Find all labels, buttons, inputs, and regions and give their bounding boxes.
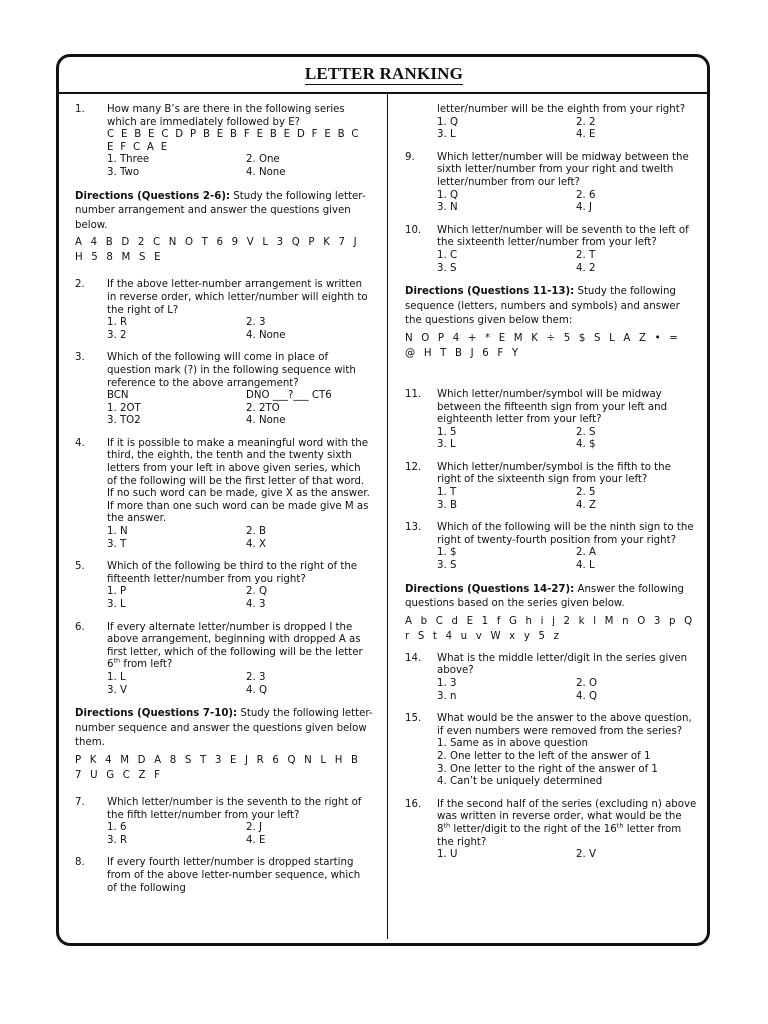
question-7 [75, 797, 373, 847]
arrangement-sequence: P K 4 M D A 8 S T 3 E J R 6 Q N L H B 7 U G C Z F [75, 754, 361, 781]
option: 1. 3 [437, 678, 457, 689]
question-number: 5. [75, 561, 85, 573]
question-text: Which letter/number/symbol will be midway between the fifteenth sign from your left and eighteenth letter from your left? [437, 388, 668, 426]
directions-heading: Directions (Questions 11-13): [405, 286, 575, 298]
question-text: If every fourth letter/number is dropped starting from of the above letter-number sequence, which of the following [107, 857, 361, 894]
directions-heading: Directions (Questions 7-10): [75, 708, 238, 720]
option: 3. Two [107, 166, 140, 178]
question-4 [75, 438, 373, 551]
question-10 [405, 225, 697, 275]
options [107, 526, 373, 551]
option: 1. 2OT [107, 402, 141, 414]
title-divider [59, 92, 707, 94]
directions-heading: Directions (Questions 14-27): [405, 583, 575, 595]
option: 1. Three [107, 154, 150, 166]
question-2 [75, 279, 373, 342]
option: 2. 3 [246, 671, 266, 683]
question-text: Which letter/number will be midway between the sixth letter/number from your right and twelth letter/number from our left? [437, 151, 689, 188]
option: 3. N [437, 202, 458, 214]
option: 4. X [246, 538, 266, 550]
sequence-part: BCN [107, 390, 129, 402]
question-16 [405, 799, 697, 862]
directions-text: Study the following letter-number sequence and answer the questions given below them. [75, 708, 373, 749]
option: 3. S [437, 262, 457, 274]
options [107, 672, 373, 697]
option: 2. B [246, 526, 266, 538]
directions-2-6 [75, 190, 373, 234]
directions-11-13 [405, 285, 697, 329]
option: 3. L [437, 439, 456, 451]
question-text: Which of the following be third to the right of the fifteenth letter/number from you right? [107, 561, 358, 585]
option: 1. 6 [107, 822, 127, 834]
question-number: 10. [405, 224, 422, 236]
question-5 [75, 561, 373, 611]
question-3 [75, 352, 373, 428]
question-number: 14. [405, 652, 422, 664]
question-text: What is the middle letter/digit in the series given above? [437, 652, 688, 677]
option: 3. R [107, 834, 128, 846]
option: 4. Can’t be uniquely determined [437, 776, 603, 788]
option: 2. S [576, 426, 596, 438]
question-text: If every alternate letter/number is dropped I the above arrangement, beginning with dropped A as first letter, which of the following will be the letter 6th from left? [107, 621, 363, 671]
question-13 [405, 522, 697, 572]
options [437, 250, 697, 275]
question-1 [75, 104, 373, 180]
question-text: How many B’s are there in the following series which are immediately followed by E? [107, 104, 345, 128]
directions-14-27 [405, 583, 697, 612]
right-column [405, 104, 697, 872]
options [437, 427, 697, 452]
question-number: 6. [75, 621, 85, 633]
question-8-continued [405, 104, 697, 142]
page-title: LETTER RANKING [304, 64, 464, 83]
option: 4. L [576, 560, 595, 572]
option: 4. 2 [576, 262, 596, 274]
option: 4. Z [576, 499, 596, 511]
option: 1. Same as in above question [437, 738, 588, 750]
option: 2. 3 [246, 317, 266, 329]
option: 2. J [246, 822, 262, 834]
option: 1. Q [437, 189, 458, 201]
option: 2. 2TO [246, 402, 280, 414]
question-text: If the second half of the series (excluding n) above was written in reverse order, what would be the 8th letter/digit to the right of the 16th letter from the right? [437, 798, 697, 848]
question-6 [75, 622, 373, 698]
option: 1. R [107, 317, 128, 329]
question-text: Which letter/number will be seventh to the left of the sixteenth letter/number from your left? [437, 224, 689, 249]
question-number: 11. [405, 388, 422, 400]
option: 4. E [246, 834, 266, 846]
option: 3. n [437, 690, 457, 702]
options [437, 547, 697, 572]
directions-7-10 [75, 707, 373, 751]
column-divider [387, 94, 388, 939]
options [437, 849, 697, 862]
option: 1. P [107, 586, 127, 598]
options [107, 586, 373, 611]
options [107, 317, 373, 342]
option: 2. O [576, 678, 597, 689]
directions-text: Answer the following questions based on the series given below. [405, 583, 684, 610]
option: 3. T [107, 538, 127, 550]
option: 3. S [437, 560, 457, 572]
question-number: 7. [75, 796, 85, 808]
option: 4. 3 [246, 599, 266, 610]
option: 2. V [576, 849, 596, 861]
question-text: Which letter/number/symbol is the fifth to the right of the sixteenth sign from your left? [437, 461, 671, 486]
options [107, 822, 373, 847]
options [107, 154, 373, 179]
left-column [75, 104, 373, 905]
option: 1. T [437, 487, 457, 499]
question-text: What would be the answer to the above question, if even numbers were removed from the series? [437, 713, 692, 737]
arrangement-sequence: A 4 B D 2 C N O T 6 9 V L 3 Q P K 7 J H 5 8 M S E [75, 237, 359, 264]
directions-heading: Directions (Questions 2-6): [75, 190, 231, 202]
question-text: If it is possible to make a meaningful word with the third, the eighth, the tenth and the twenty sixth letters from your left in above given series, which of the following will be the first letter of that word. If no such word can be made, give X as the answer. If more than one such word can be made give M as the answer. [107, 437, 370, 525]
option: 3. L [107, 599, 126, 610]
option: 2. A [576, 547, 596, 559]
question-text: If the above letter-number arrangement is written in reverse order, which letter/number will eighth to the right of L? [107, 279, 368, 316]
question-number: 1. [75, 104, 85, 115]
option: 4. None [246, 415, 286, 427]
option: 4. None [246, 166, 286, 178]
directions-text: Study the following sequence (letters, numbers and symbols) and answer the questions given below them: [405, 286, 680, 327]
options [437, 190, 697, 215]
option: 3. TO2 [107, 415, 141, 427]
question-8 [75, 857, 373, 895]
question-number: 15. [405, 713, 422, 725]
option: 1. $ [437, 547, 457, 559]
option: 4. $ [576, 439, 596, 451]
sequence-part: DNO ___?___ CT6 [246, 390, 332, 402]
option: 1. U [437, 849, 458, 861]
option: 1. 5 [437, 426, 457, 438]
option: 4. E [576, 129, 596, 141]
option: 2. 6 [576, 189, 596, 201]
question-number: 8. [75, 857, 85, 869]
question-number: 3. [75, 352, 85, 364]
question-text: Which of the following will be the ninth sign to the right of twenty-fourth position from your right? [437, 522, 694, 546]
question-text: Which letter/number is the seventh to the right of the fifth letter/number from your left? [107, 796, 362, 821]
options [437, 117, 697, 142]
question-number: 16. [405, 798, 422, 810]
option: 1. Q [437, 116, 458, 128]
options [107, 403, 373, 428]
option: 4. None [246, 329, 286, 341]
question-9 [405, 152, 697, 215]
option: 2. One letter to the left of the answer of 1 [437, 750, 651, 762]
option: 2. One [246, 154, 280, 166]
question-text: Which of the following will come in place of question mark (?) in the following sequence with reference to the above arrangement? [107, 352, 356, 389]
option: 3. 2 [107, 329, 127, 341]
option: 4. Q [576, 690, 597, 702]
question-14 [405, 653, 697, 703]
option: 2. T [576, 249, 596, 261]
question-number: 2. [75, 279, 85, 291]
question-number: 13. [405, 522, 422, 534]
options [437, 678, 697, 703]
option: 2. Q [246, 586, 267, 598]
question-number: 4. [75, 437, 85, 449]
options [437, 487, 697, 512]
option: 1. C [437, 249, 458, 261]
option: 4. Q [246, 684, 267, 696]
question-number: 12. [405, 461, 422, 473]
question-15 [405, 713, 697, 789]
options [437, 738, 697, 788]
option: 2. 5 [576, 487, 596, 499]
option: 4. J [576, 202, 592, 214]
question-text: letter/number will be the eighth from your right? [437, 104, 686, 115]
option: 1. N [107, 526, 128, 538]
sequence-line [107, 390, 373, 403]
directions-text: Study the following letter-number arrangement and answer the questions given below. [75, 190, 366, 231]
symbol-sequence: N O P 4 + * E M K ÷ 5 $ S L A Z • = @ H T B J 6 F Y [405, 332, 680, 359]
option: 2. 2 [576, 116, 596, 128]
option: 3. B [437, 499, 457, 511]
option: 3. L [437, 129, 456, 141]
question-12 [405, 462, 697, 512]
option: 3. V [107, 684, 127, 696]
letter-digit-series: A b C d E 1 f G h i j 2 k l M n O 3 p Q r S t 4 u v W x y 5 z [405, 615, 695, 642]
question-series: C E B E C D P B E B F E B E D F E B C E F C A E [107, 129, 361, 153]
option: 3. One letter to the right of the answer of 1 [437, 763, 658, 775]
option: 1. L [107, 671, 126, 683]
question-11 [405, 389, 697, 452]
question-number: 9. [405, 151, 415, 163]
